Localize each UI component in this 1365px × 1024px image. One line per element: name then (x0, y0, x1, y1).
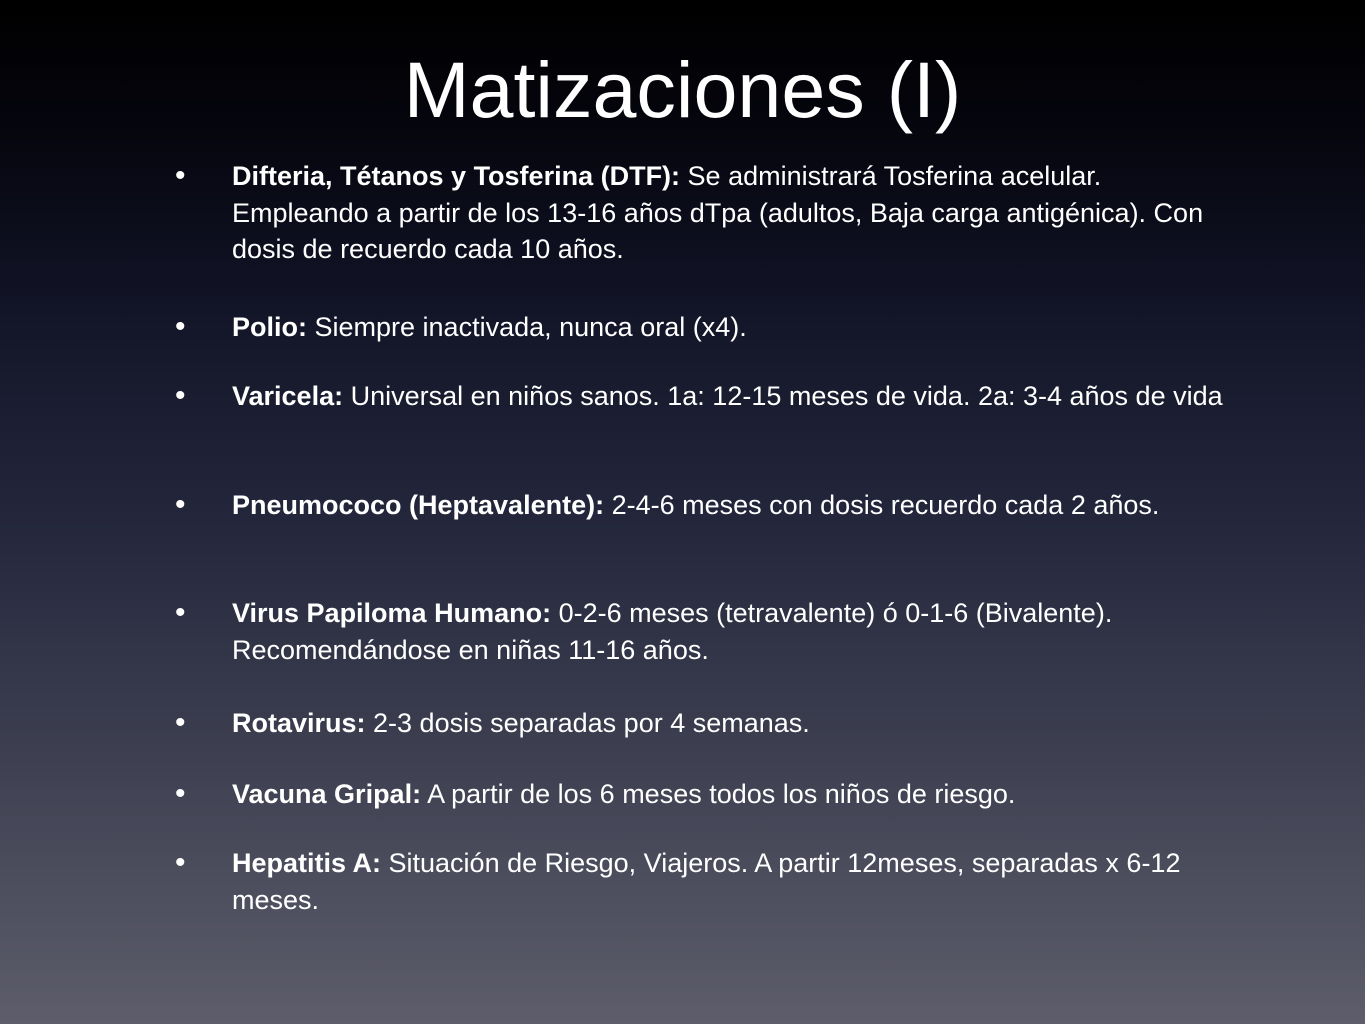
bullet-term: Pneumococo (Heptavalente): (232, 490, 605, 520)
bullet-term: Rotavirus: (232, 708, 366, 738)
bullet-description: Siempre inactivada, nunca oral (x4). (307, 312, 747, 342)
bullet-term: Varicela: (232, 381, 344, 411)
bullet-text (232, 487, 1232, 524)
bullet-description: 2-3 dosis separadas por 4 semanas. (365, 708, 810, 738)
bullet-dot-icon: • (175, 596, 186, 629)
bullet-term: Vacuna Gripal: (232, 779, 422, 809)
bullet-text (232, 705, 1232, 742)
bullet-dot-icon: • (175, 310, 186, 343)
bullet-term: Hepatitis A: (232, 848, 382, 878)
bullet-text (232, 158, 1232, 268)
bullet-description: A partir de los 6 meses todos los niños de riesgo. (421, 779, 1016, 809)
bullet-description: 0-2-6 meses (tetravalente) ó 0-1-6 (Bivalente). Recomendándose en niñas 11-16 años. (232, 598, 1113, 665)
bullet-description: Se administrará Tosferina acelular. Empleando a partir de los 13-16 años dTpa (adultos, Baja carga antigénica). Con dosis de recuerdo cada 10 años. (232, 161, 1204, 264)
bullet-text (232, 776, 1232, 813)
bullet-term: Difteria, Tétanos y Tosferina (DTF): (232, 161, 681, 191)
bullet-dot-icon: • (175, 777, 186, 810)
bullet-description: Situación de Riesgo, Viajeros. A partir 12meses, separadas x 6-12 meses. (232, 848, 1181, 915)
bullet-text (232, 595, 1232, 668)
bullet-description: Universal en niños sanos. 1a: 12-15 meses de vida. 2a: 3-4 años de vida (343, 381, 1223, 411)
bullet-term: Virus Papiloma Humano: (232, 598, 552, 628)
bullet-dot-icon: • (175, 706, 186, 739)
slide-title: Matizaciones (I) (403, 45, 962, 134)
bullet-dot-icon: • (175, 379, 186, 412)
bullet-dot-icon: • (175, 488, 186, 521)
bullet-dot-icon: • (175, 159, 186, 192)
bullet-description: 2-4-6 meses con dosis recuerdo cada 2 años. (604, 490, 1160, 520)
bullet-text (232, 845, 1232, 918)
bullet-text (232, 309, 1232, 346)
bullet-text (232, 378, 1232, 415)
bullet-term: Polio: (232, 312, 307, 342)
bullet-dot-icon: • (175, 846, 186, 879)
